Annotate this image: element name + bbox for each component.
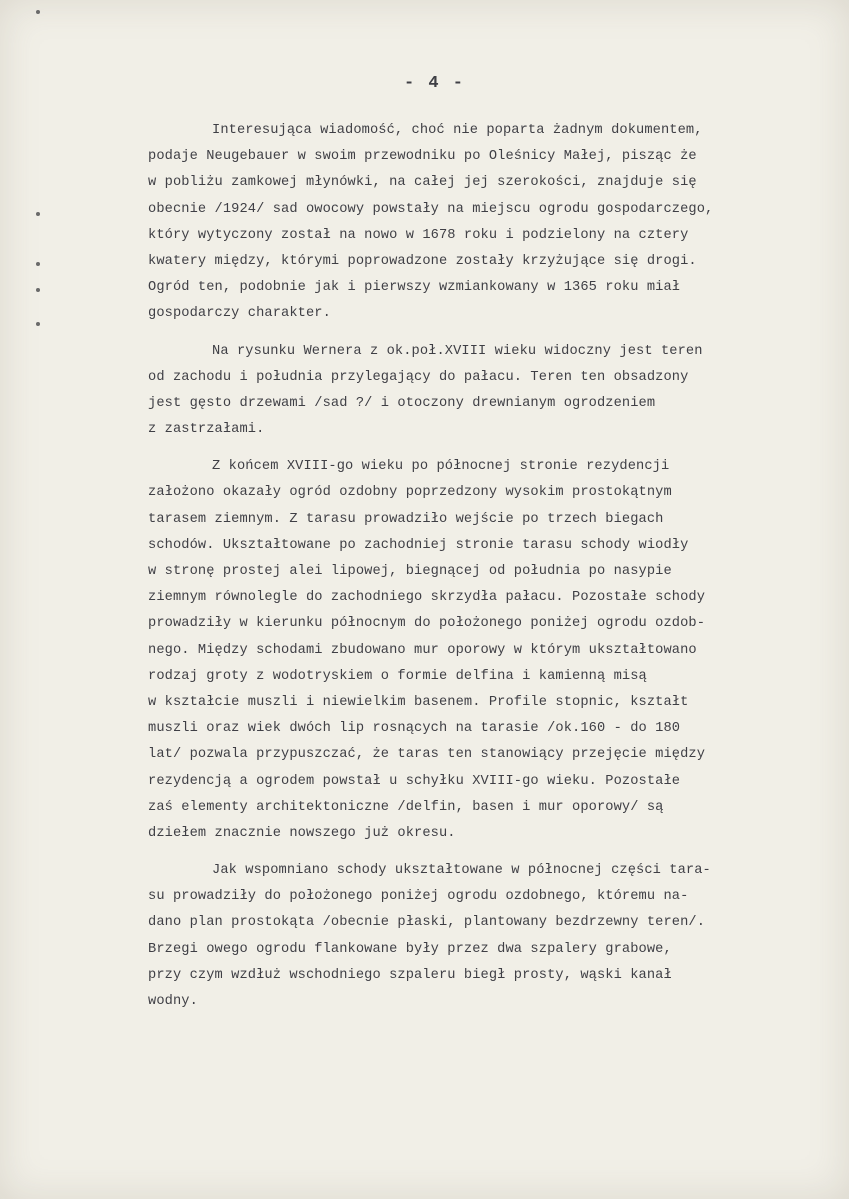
text-line: schodów. Ukształtowane po zachodniej stronie tarasu schody wiodły: [148, 537, 689, 553]
margin-dot: [36, 10, 40, 14]
text-line: jest gęsto drzewami /sad ?/ i otoczony drewnianym ogrodzeniem: [148, 395, 656, 411]
text-line: prowadziły w kierunku północnym do położonego poniżej ogrodu ozdob-: [148, 616, 706, 632]
text-line: od zachodu i południa przylegający do pałacu. Teren ten obsadzony: [148, 369, 689, 385]
paragraph-3: [148, 454, 824, 847]
text-line: Interesująca wiadomość, choć nie poparta żadnym dokumentem,: [212, 123, 703, 138]
text-line: wodny.: [148, 994, 198, 1009]
text-line: nego. Między schodami zbudowano mur oporowy w którym ukształtowano: [148, 642, 697, 658]
body-text: [148, 118, 824, 1026]
paragraph-2: [148, 339, 824, 444]
text-line: lat/ pozwala przypuszczać, że taras ten stanowiący przejęcie między: [148, 747, 706, 763]
text-line: Brzegi owego ogrodu flankowane były przez dwa szpalery grabowe,: [148, 941, 672, 957]
text-line: muszli oraz wiek dwóch lip rosnących na tarasie /ok.160 - do 180: [148, 721, 681, 737]
text-line: który wytyczony został na nowo w 1678 roku i podzielony na cztery: [148, 227, 689, 243]
text-line: Z końcem XVIII-go wieku po północnej stronie rezydencji: [212, 459, 670, 475]
page-number: - 4 -: [403, 74, 465, 93]
text-line: obecnie /1924/ sad owocowy powstały na miejscu ogrodu gospodarczego,: [148, 201, 714, 217]
text-line: Na rysunku Wernera z ok.poł.XVIII wieku widoczny jest teren: [212, 343, 703, 359]
paragraph-1: [148, 118, 824, 328]
margin-dot: [36, 212, 40, 216]
text-line: rodzaj groty z wodotryskiem o formie delfina i kamienną misą: [148, 668, 647, 684]
text-line: tarasem ziemnym. Z tarasu prowadziło wejście po trzech biegach: [148, 511, 664, 527]
text-line: Jak wspomniano schody ukształtowane w północnej części tara-: [212, 863, 711, 879]
text-line: ziemnym równolegle do zachodniego skrzydła pałacu. Pozostałe schody: [148, 590, 706, 606]
paragraph-4: [148, 858, 824, 1015]
text-line: w kształcie muszli i niewielkim basenem. Profile stopnic, kształt: [148, 694, 689, 710]
text-line: rezydencją a ogrodem powstał u schyłku XVIII-go wieku. Pozostałe: [148, 773, 681, 789]
text-line: w stronę prostej alei lipowej, biegnącej od południa po nasypie: [148, 564, 672, 579]
text-line: dziełem znacznie nowszego już okresu.: [148, 825, 456, 841]
text-line: Ogród ten, podobnie jak i pierwszy wzmiankowany w 1365 roku miał: [148, 280, 681, 296]
text-line: z zastrzałami.: [148, 422, 265, 438]
text-line: dano plan prostokąta /obecnie płaski, plantowany bezdrzewny teren/.: [148, 915, 706, 931]
margin-dot: [36, 262, 40, 266]
text-line: su prowadziły do położonego poniżej ogrodu ozdobnego, któremu na-: [148, 889, 689, 905]
text-line: podaje Neugebauer w swoim przewodniku po Oleśnicy Małej, pisząc że: [148, 149, 697, 165]
text-line: kwatery między, którymi poprowadzone zostały krzyżujące się drogi.: [148, 253, 697, 269]
margin-dot: [36, 322, 40, 326]
text-line: założono okazały ogród ozdobny poprzedzony wysokim prostokątnym: [148, 485, 672, 501]
text-line: gospodarczy charakter.: [148, 306, 331, 322]
text-line: zaś elementy architektoniczne /delfin, basen i mur oporowy/ są: [148, 799, 664, 815]
text-line: w pobliżu zamkowej młynówki, na całej jej szerokości, znajduje się: [148, 175, 697, 191]
margin-dot: [36, 288, 40, 292]
text-line: przy czym wzdłuż wschodniego szpaleru biegł prosty, wąski kanał: [148, 967, 672, 983]
